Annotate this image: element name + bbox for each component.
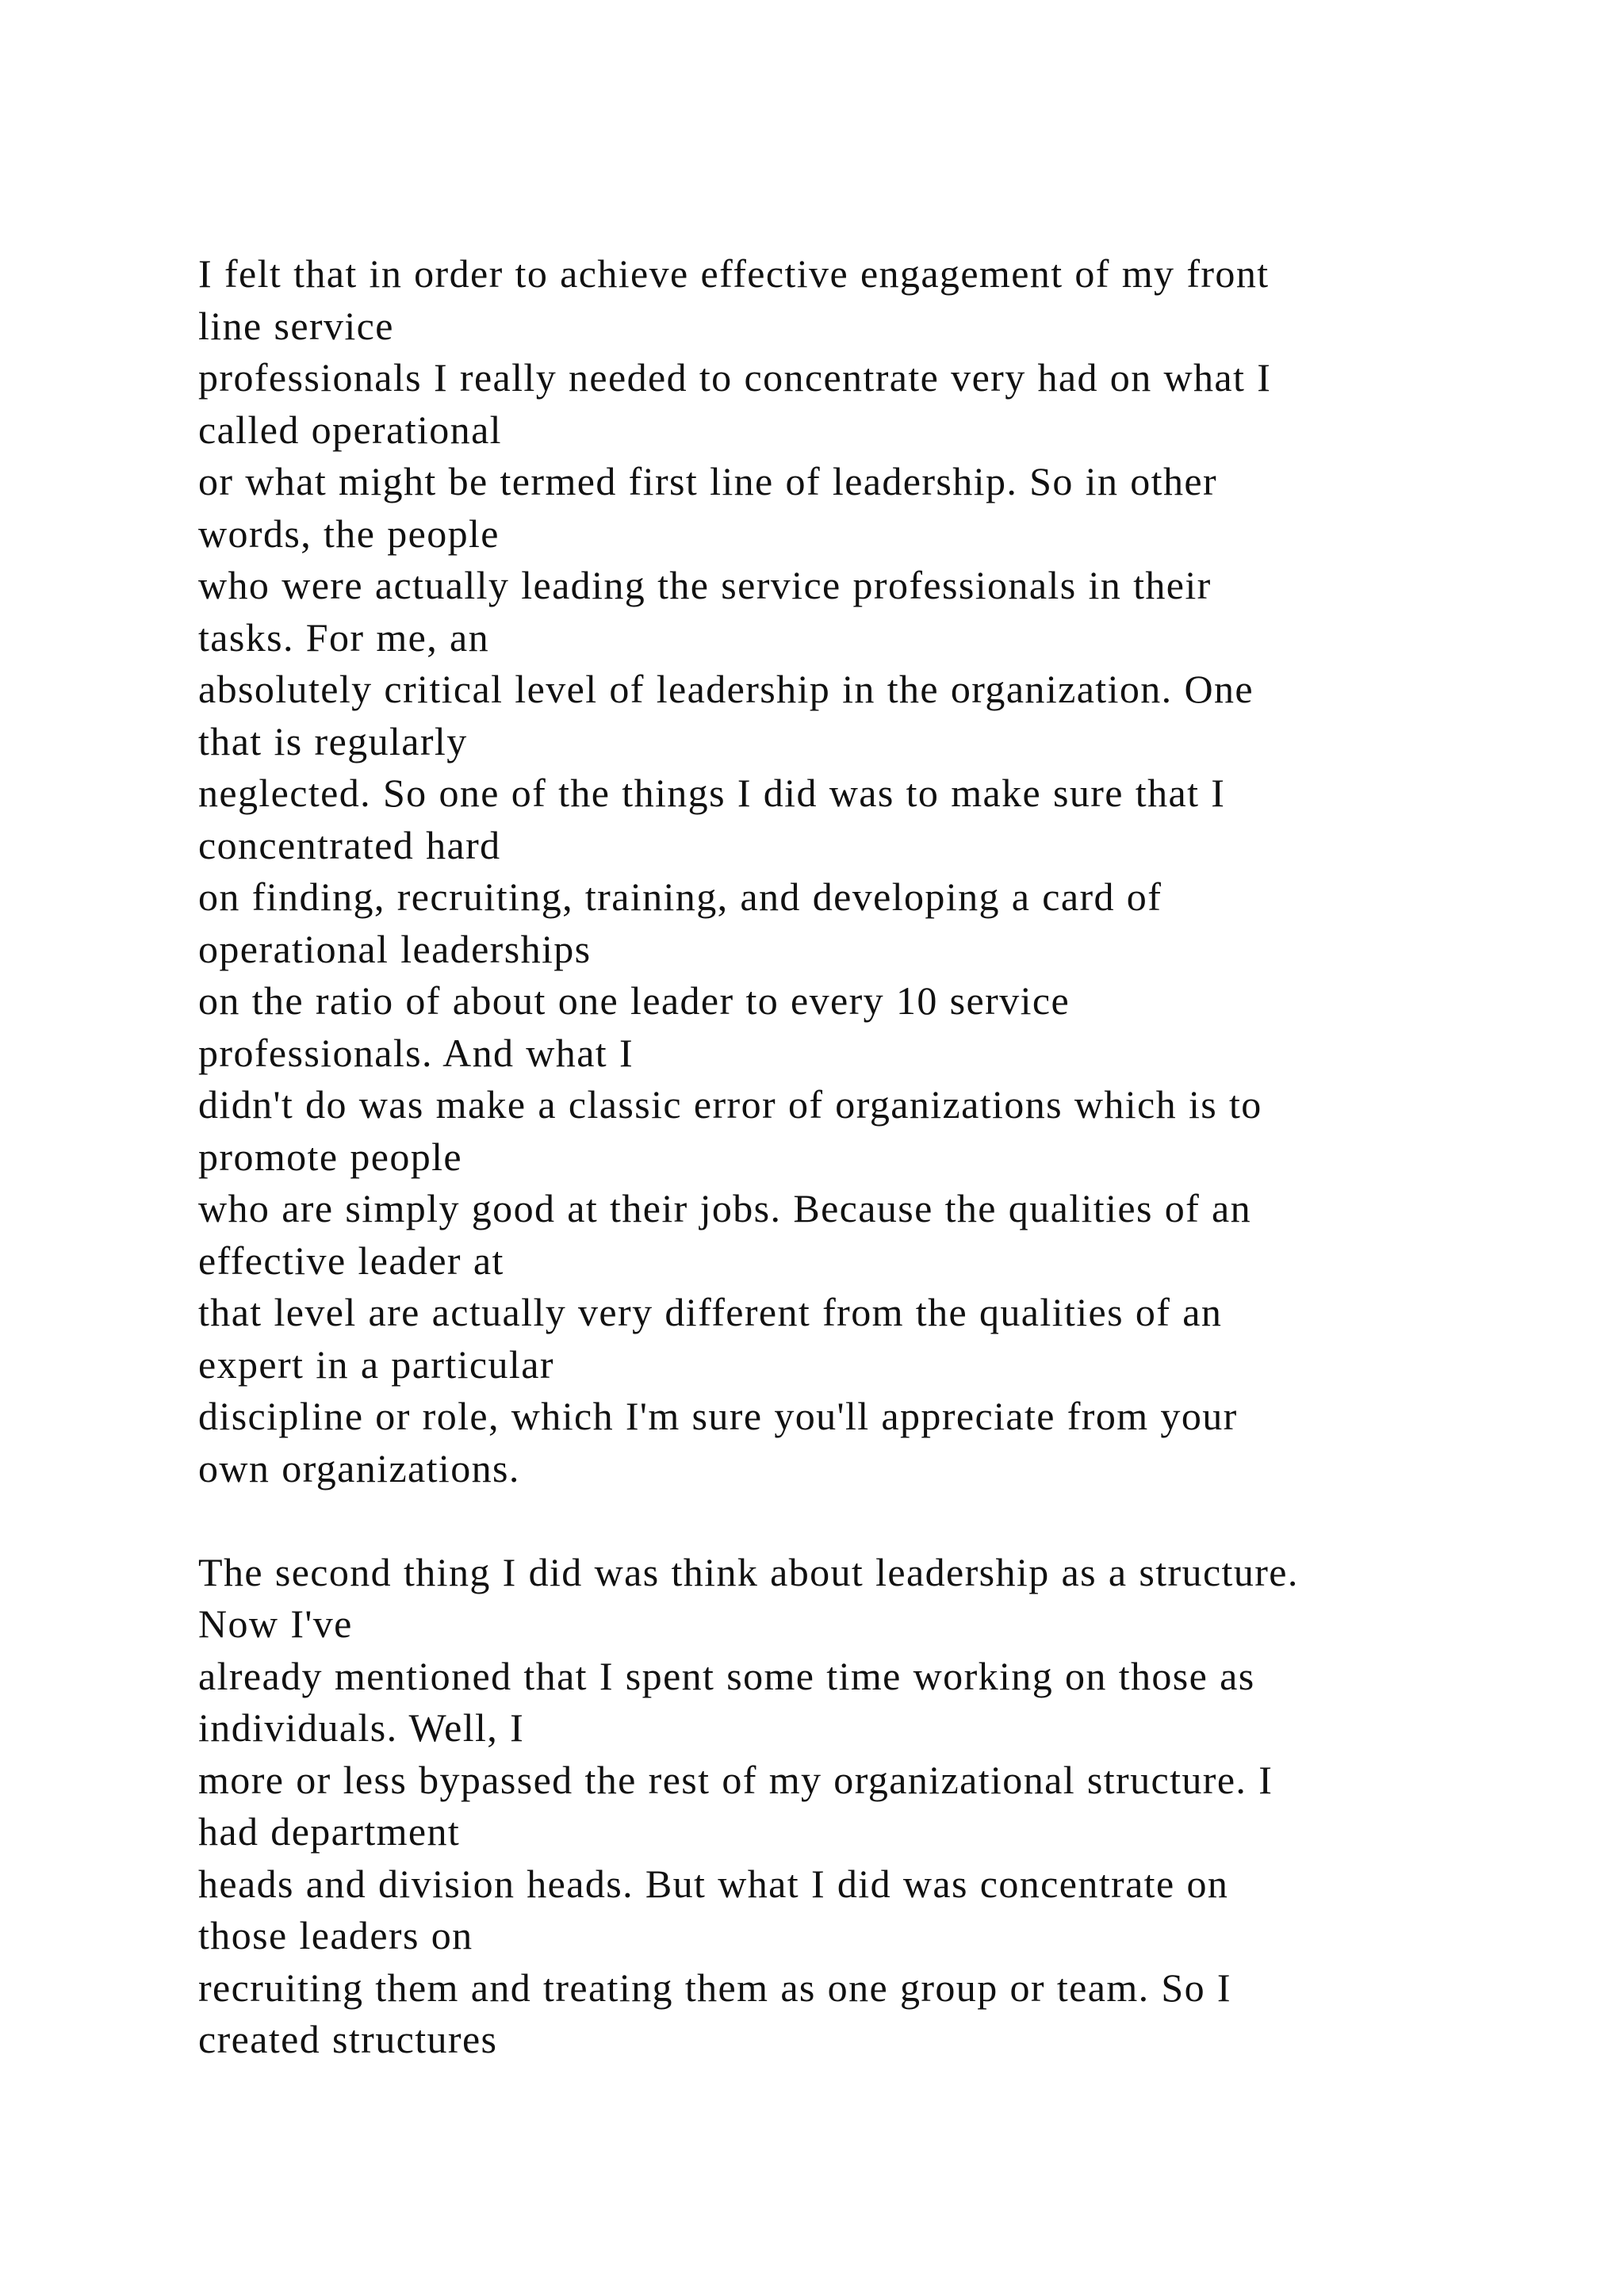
text-line: called operational — [198, 407, 502, 452]
text-line: recruiting them and treating them as one group or team. So I — [198, 1965, 1231, 2010]
text-line: Now I've — [198, 1601, 353, 1646]
text-line: words, the people — [198, 511, 500, 556]
text-line: that level are actually very different from the qualities of an — [198, 1290, 1223, 1334]
text-line: expert in a particular — [198, 1341, 554, 1387]
text-line: effective leader at — [198, 1238, 504, 1283]
text-line: I felt that in order to achieve effective engagement of my front — [198, 251, 1270, 296]
text-line: created structures — [198, 2017, 498, 2061]
text-line: or what might be termed first line of leadership. So in other — [198, 459, 1217, 503]
text-line: tasks. For me, an — [198, 614, 490, 660]
text-line: on the ratio of about one leader to every 10 service — [198, 978, 1071, 1023]
text-line: line service — [198, 303, 394, 348]
paragraph-2 — [198, 1547, 1515, 2066]
text-line: had department — [198, 1809, 461, 1854]
text-line: already mentioned that I spent some time working on those as — [198, 1653, 1255, 1698]
text-line: didn't do was make a classic error of organizations which is to — [198, 1082, 1262, 1127]
text-line: on finding, recruiting, training, and developing a card of — [198, 874, 1162, 919]
text-line: promote people — [198, 1134, 463, 1179]
text-line: professionals I really needed to concentrate very had on what I — [198, 355, 1272, 400]
text-line: concentrated hard — [198, 822, 501, 867]
text-line: who were actually leading the service professionals in their — [198, 563, 1212, 607]
text-line: neglected. So one of the things I did was to make sure that I — [198, 771, 1226, 815]
text-line: absolutely critical level of leadership in the organization. One — [198, 667, 1254, 711]
text-line: professionals. And what I — [198, 1030, 634, 1075]
text-line: more or less bypassed the rest of my organizational structure. I — [198, 1757, 1274, 1802]
document-body — [198, 248, 1515, 2066]
text-line: who are simply good at their jobs. Because the qualities of an — [198, 1186, 1252, 1230]
text-line: individuals. Well, I — [198, 1705, 525, 1750]
text-line: own organizations. — [198, 1445, 520, 1490]
text-line: operational leaderships — [198, 926, 592, 971]
text-line: heads and division heads. But what I did was concentrate on — [198, 1861, 1229, 1906]
text-line: those leaders on — [198, 1913, 473, 1957]
text-line: that is regularly — [198, 718, 468, 763]
paragraph-1 — [198, 248, 1515, 1494]
paragraph-spacer — [198, 1494, 1515, 1547]
text-line: The second thing I did was think about leadership as a structure. — [198, 1549, 1299, 1594]
text-line: discipline or role, which I'm sure you'll appreciate from your — [198, 1394, 1238, 1438]
